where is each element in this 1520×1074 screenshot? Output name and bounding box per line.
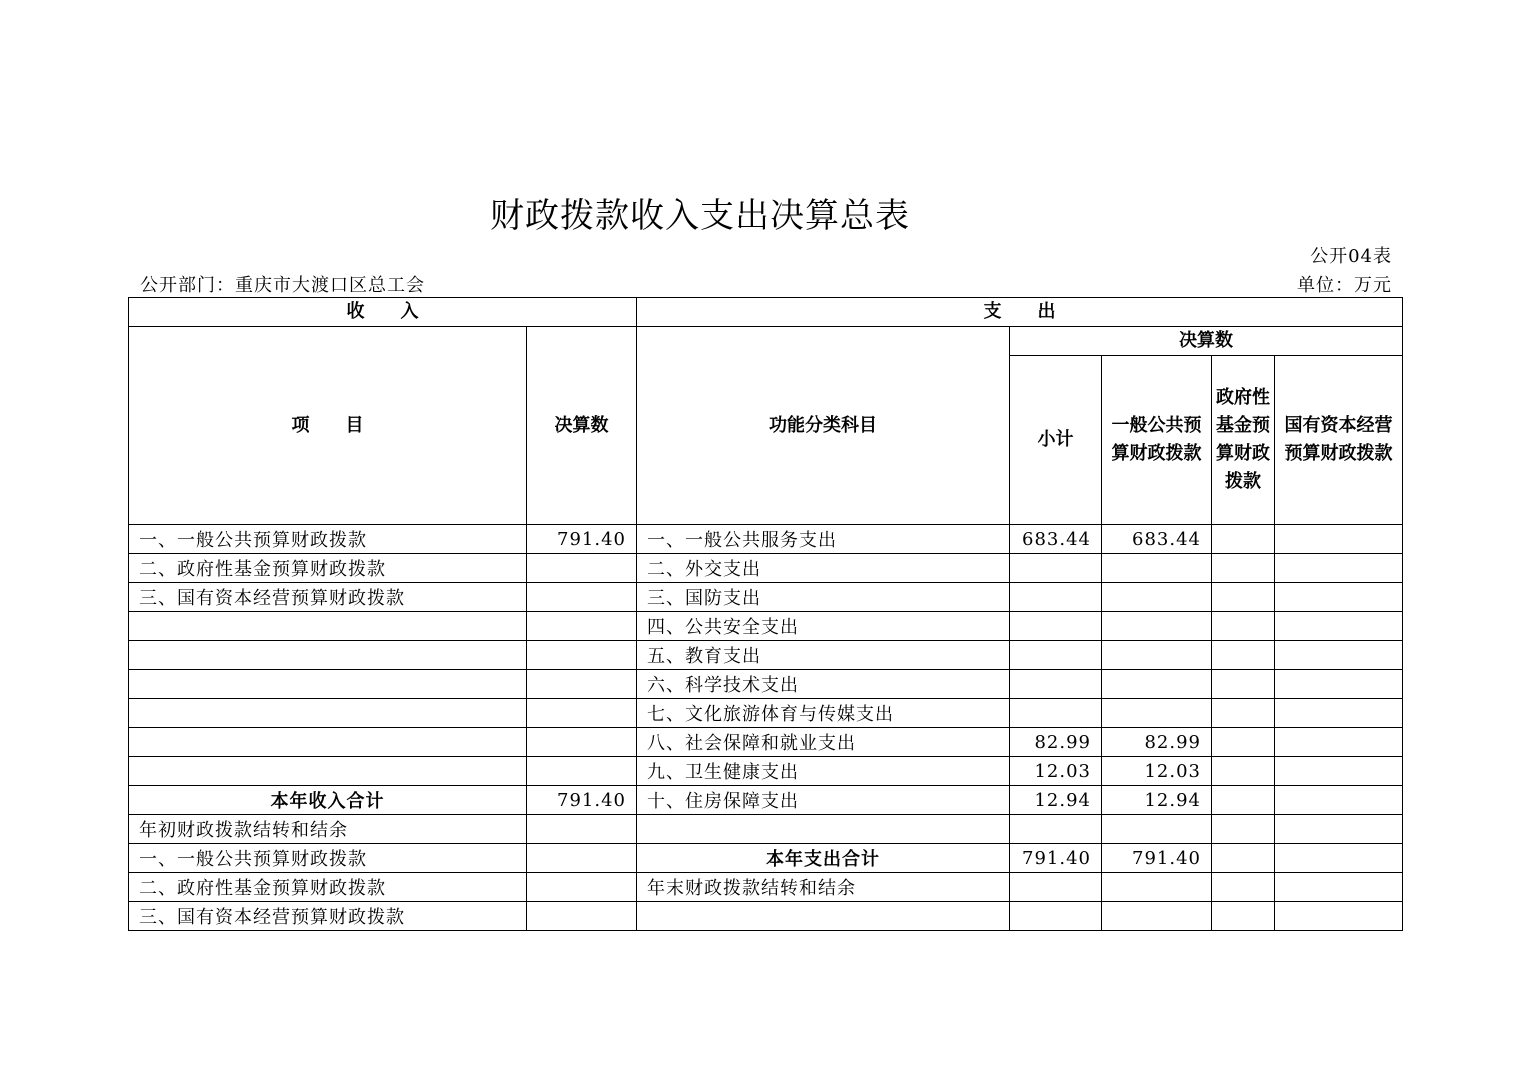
state-capital-cell	[1275, 844, 1403, 873]
gov-fund-cell	[1212, 554, 1275, 583]
table-row	[129, 873, 1403, 902]
item-header: 项 目	[129, 327, 527, 525]
income-item-cell: 三、国有资本经营预算财政拨款	[129, 583, 527, 612]
state-capital-cell	[1275, 873, 1403, 902]
subtotal-cell: 82.99	[1010, 728, 1102, 757]
income-item-cell: 一、一般公共预算财政拨款	[129, 525, 527, 554]
general-budget-cell	[1102, 554, 1212, 583]
income-item-cell: 三、国有资本经营预算财政拨款	[129, 902, 527, 931]
subtotal-header: 小计	[1010, 356, 1102, 525]
table-row	[129, 525, 1403, 554]
expense-item-cell: 本年支出合计	[637, 844, 1010, 873]
income-item-cell: 二、政府性基金预算财政拨款	[129, 554, 527, 583]
general-budget-cell	[1102, 670, 1212, 699]
income-amount-cell	[527, 612, 637, 641]
general-budget-cell	[1102, 815, 1212, 844]
table-row	[129, 612, 1403, 641]
unit-label: 单位：万元	[1297, 275, 1392, 296]
income-amount-cell	[527, 844, 637, 873]
budget-table	[128, 297, 1403, 931]
general-budget-cell: 683.44	[1102, 525, 1212, 554]
general-budget-cell	[1102, 612, 1212, 641]
subtotal-cell	[1010, 873, 1102, 902]
income-amount-cell	[527, 728, 637, 757]
subtotal-cell	[1010, 554, 1102, 583]
subtotal-cell	[1010, 583, 1102, 612]
state-capital-cell	[1275, 699, 1403, 728]
general-budget-cell: 791.40	[1102, 844, 1212, 873]
state-capital-cell	[1275, 612, 1403, 641]
income-amount-cell	[527, 641, 637, 670]
table-row	[129, 844, 1403, 873]
department-label: 公开部门：重庆市大渡口区总工会	[140, 275, 425, 296]
subtotal-cell: 12.03	[1010, 757, 1102, 786]
table-row	[129, 902, 1403, 931]
income-item-cell	[129, 728, 527, 757]
state-capital-cell	[1275, 583, 1403, 612]
expense-header: 支 出	[637, 298, 1403, 327]
table-row	[129, 699, 1403, 728]
income-item-cell: 本年收入合计	[129, 786, 527, 815]
gov-fund-cell	[1212, 815, 1275, 844]
gov-fund-cell	[1212, 786, 1275, 815]
gov-fund-cell	[1212, 641, 1275, 670]
amount-header: 决算数	[527, 327, 637, 525]
table-row	[129, 786, 1403, 815]
expense-item-cell: 二、外交支出	[637, 554, 1010, 583]
income-item-cell	[129, 757, 527, 786]
income-header: 收 入	[129, 298, 637, 327]
expense-item-cell: 十、住房保障支出	[637, 786, 1010, 815]
general-budget-cell	[1102, 699, 1212, 728]
subtotal-cell: 683.44	[1010, 525, 1102, 554]
subtotal-cell	[1010, 670, 1102, 699]
income-item-cell: 年初财政拨款结转和结余	[129, 815, 527, 844]
state-capital-cell	[1275, 815, 1403, 844]
gov-fund-header: 政府性基金预算财政拨款	[1212, 356, 1275, 525]
table-row	[129, 583, 1403, 612]
subtotal-cell	[1010, 699, 1102, 728]
table-row	[129, 757, 1403, 786]
gov-fund-cell	[1212, 583, 1275, 612]
income-amount-cell	[527, 670, 637, 699]
general-budget-cell	[1102, 583, 1212, 612]
expense-item-cell	[637, 902, 1010, 931]
form-number: 公开04表	[1310, 246, 1392, 267]
gov-fund-cell	[1212, 844, 1275, 873]
general-budget-cell: 82.99	[1102, 728, 1212, 757]
gov-fund-cell	[1212, 757, 1275, 786]
income-amount-cell	[527, 583, 637, 612]
income-amount-cell	[527, 873, 637, 902]
income-item-cell	[129, 670, 527, 699]
gov-fund-cell	[1212, 525, 1275, 554]
expense-item-cell	[637, 815, 1010, 844]
subtotal-cell: 791.40	[1010, 844, 1102, 873]
income-item-cell	[129, 612, 527, 641]
income-item-cell	[129, 699, 527, 728]
gov-fund-cell	[1212, 728, 1275, 757]
state-capital-cell	[1275, 902, 1403, 931]
table-row	[129, 641, 1403, 670]
state-capital-cell	[1275, 554, 1403, 583]
general-budget-cell	[1102, 902, 1212, 931]
state-capital-cell	[1275, 728, 1403, 757]
income-amount-cell: 791.40	[527, 525, 637, 554]
expense-item-cell: 三、国防支出	[637, 583, 1010, 612]
gov-fund-cell	[1212, 699, 1275, 728]
income-item-cell: 二、政府性基金预算财政拨款	[129, 873, 527, 902]
expense-item-cell: 八、社会保障和就业支出	[637, 728, 1010, 757]
state-capital-cell	[1275, 670, 1403, 699]
state-capital-cell	[1275, 786, 1403, 815]
state-capital-cell	[1275, 525, 1403, 554]
gov-fund-cell	[1212, 670, 1275, 699]
subtotal-cell	[1010, 815, 1102, 844]
subtotal-cell	[1010, 902, 1102, 931]
table-row	[129, 554, 1403, 583]
table-body	[129, 525, 1403, 931]
general-budget-cell	[1102, 641, 1212, 670]
expense-item-cell: 五、教育支出	[637, 641, 1010, 670]
income-amount-cell	[527, 757, 637, 786]
subtotal-cell	[1010, 641, 1102, 670]
income-amount-cell	[527, 902, 637, 931]
expense-item-cell: 九、卫生健康支出	[637, 757, 1010, 786]
expense-item-cell: 年末财政拨款结转和结余	[637, 873, 1010, 902]
function-category-header: 功能分类科目	[637, 327, 1010, 525]
income-amount-cell	[527, 815, 637, 844]
subtotal-cell: 12.94	[1010, 786, 1102, 815]
income-amount-cell	[527, 554, 637, 583]
expense-item-cell: 四、公共安全支出	[637, 612, 1010, 641]
income-item-cell	[129, 641, 527, 670]
general-budget-header: 一般公共预算财政拨款	[1102, 356, 1212, 525]
subtotal-cell	[1010, 612, 1102, 641]
table-row	[129, 728, 1403, 757]
gov-fund-cell	[1212, 902, 1275, 931]
state-capital-cell	[1275, 757, 1403, 786]
table-row	[129, 670, 1403, 699]
state-capital-cell	[1275, 641, 1403, 670]
expense-item-cell: 一、一般公共服务支出	[637, 525, 1010, 554]
page-title: 财政拨款收入支出决算总表	[490, 196, 910, 236]
income-amount-cell	[527, 699, 637, 728]
gov-fund-cell	[1212, 873, 1275, 902]
general-budget-cell	[1102, 873, 1212, 902]
income-item-cell: 一、一般公共预算财政拨款	[129, 844, 527, 873]
state-capital-header: 国有资本经营预算财政拨款	[1275, 356, 1403, 525]
expense-item-cell: 七、文化旅游体育与传媒支出	[637, 699, 1010, 728]
final-amount-header: 决算数	[1010, 327, 1403, 356]
table-row	[129, 815, 1403, 844]
expense-item-cell: 六、科学技术支出	[637, 670, 1010, 699]
income-amount-cell: 791.40	[527, 786, 637, 815]
general-budget-cell: 12.03	[1102, 757, 1212, 786]
gov-fund-cell	[1212, 612, 1275, 641]
general-budget-cell: 12.94	[1102, 786, 1212, 815]
